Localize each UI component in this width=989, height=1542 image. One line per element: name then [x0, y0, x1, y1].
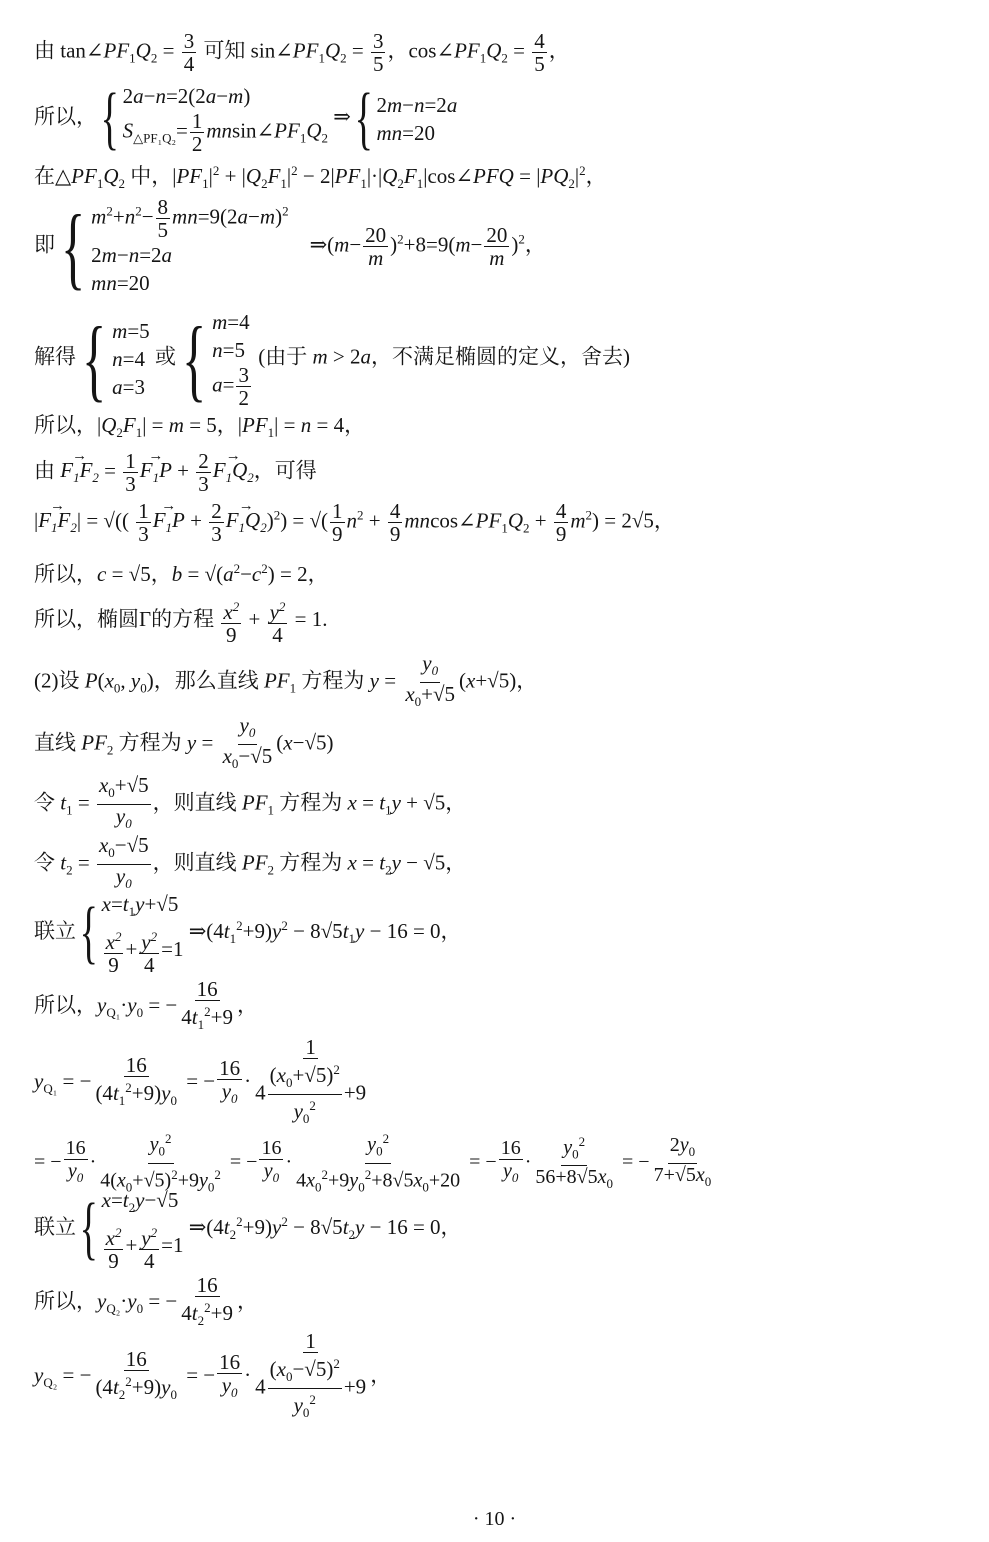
line-20: 所以，$y_{Q_2}\cdot y_0$ = − $\frac{16}{4t_2^2+9}$ ，	[34, 1273, 258, 1329]
line-21: $y_{Q_2}$ = − $\frac{16}{(4t_2^2+9)y_0}$ = − $\frac{16}{y_0}$ · 1 4 $\frac{(x_0-√5)^2}{y_0^2}$ +9 ，	[34, 1329, 392, 1421]
line-18: = − $\frac{16}{y_0}$ · $\frac{y_0^2}{4(x_0+√5)^2+9y_0^2}$ = − $\frac{16}{y_0}$ · $\frac{y_0^2}{4x_0^2+9y_0^2+8√5x_0+20}$ = − $\frac{16}{y_0}$ · $\frac{y_0^2}{56+8√5x_0}$ = − $\frac{2y_0}{7+√5x_0}$	[34, 1128, 715, 1198]
line-9: 所以，c = √5，$b = √(a^2-c^2) = 2$，	[34, 561, 329, 586]
line-4: 即 { $m^2+n^2-$ $\frac{8}{5}$ $mn=9(2a-m)^2$ 2m−n=2a mn=20 ⇒(m− $\frac{20}{m}$ )$^2$+8=9(m− $\frac{20}{m}$ )$^2$，	[34, 195, 546, 298]
line-15: 联立 { $x=t_1y+√5$ $\frac{x^2}{9}$ + $\frac{y^2}{4}$ =1 $\Rightarrow(4t_1^2+9)y^2 - 8√5t_1y - 16 = 0$，	[34, 892, 462, 978]
line-17: $y_{Q_1}$ = − $\frac{16}{(4t_1^2+9)y_0}$ = − $\frac{16}{y_0}$ · 1 4 $\frac{(x_0+√5)^2}{y_0^2}$ +9	[34, 1035, 367, 1127]
line-1: 由 $\tan\angle PF_1Q_2$ = $\frac{3}{4}$ 可知 $\sin\angle PF_1Q_2$ = $\frac{3}{5}$ ，$\cos\angle PF_1Q_2$ = $\frac{4}{5}$ ，	[34, 29, 570, 76]
line-8: |→ $F_1F_2|$ = √(( $\frac{1}{3}$ → $F_1P$ + $\frac{2}{3}$ → $F_1Q_2)^2$) = √( $\frac{1}{9}$ $n^2$ + $\frac{4}{9}$ $mncos\angle PF_1Q_2$ + $\frac{4}{9}$ $m^2) = 2√5$，	[34, 500, 675, 545]
line-14: 令 $t_2$ = $\frac{x_0-√5}{y_0}$ ，则直线 $PF_2$ 方程为 $x = t_2y - √5$，	[34, 833, 467, 892]
line-12: 直线 $PF_2$ 方程为 y = $\frac{y_0}{x_0-√5}$ (x−√5)	[34, 713, 334, 772]
line-3: 在$\triangle PF_1Q_2$ 中，$|PF_1|^2 + |Q_2F_1|^2$ − $2|PF_1|\cdot|Q_2F_1|\cos\angle PFQ = |PQ_2|^2$，	[34, 163, 607, 192]
line-5: 解得 { m=5 n=4 a=3 或 { m=4 n=5 a= $\frac{3}{2}$ (由于 m > 2a，不满足椭圆的定义，舍去)	[34, 307, 630, 410]
line-16: 所以，$y_{Q_1}\cdot y_0$ = − $\frac{16}{4t_1^2+9}$ ，	[34, 977, 258, 1033]
line-6: 所以，$|Q_2F_1| = m = 5$，$|PF_1| = n = 4$，	[34, 413, 366, 441]
line-2: 所以， { 2a−n=2(2a−m) $S_{\triangle PF_1Q_2}=$ $\frac{1}{2}$ $mnsin\angle PF_1Q_2$ ⇒ { 2m−n=2a mn=20	[34, 79, 458, 157]
line-19: 联立 { $x=t_2y-√5$ $\frac{x^2}{9}$ + $\frac{y^2}{4}$ =1 $\Rightarrow(4t_2^2+9)y^2 - 8√5t_2y - 16 = 0$，	[34, 1188, 462, 1274]
page-number: · 10 ·	[472, 1508, 517, 1530]
line-7: 由 → $F_1F_2$ = $\frac{1}{3}$ → $F_1P$ + $\frac{2}{3}$ → $F_1Q_2$，可得	[34, 450, 317, 495]
line-13: 令 $t_1$ = $\frac{x_0+√5}{y_0}$ ，则直线 $PF_1$ 方程为 $x = t_1y + √5$，	[34, 773, 467, 832]
line-11: (2)设 $P(x_0$, $y_0$)，那么直线 $PF_1$ 方程为 y = $\frac{y_0}{x_0+√5}$ (x+√5)，	[34, 651, 538, 710]
line-10: 所以，椭圆Γ的方程 $\frac{x^2}{9}$ + $\frac{y^2}{4}$ = 1.	[34, 596, 327, 646]
